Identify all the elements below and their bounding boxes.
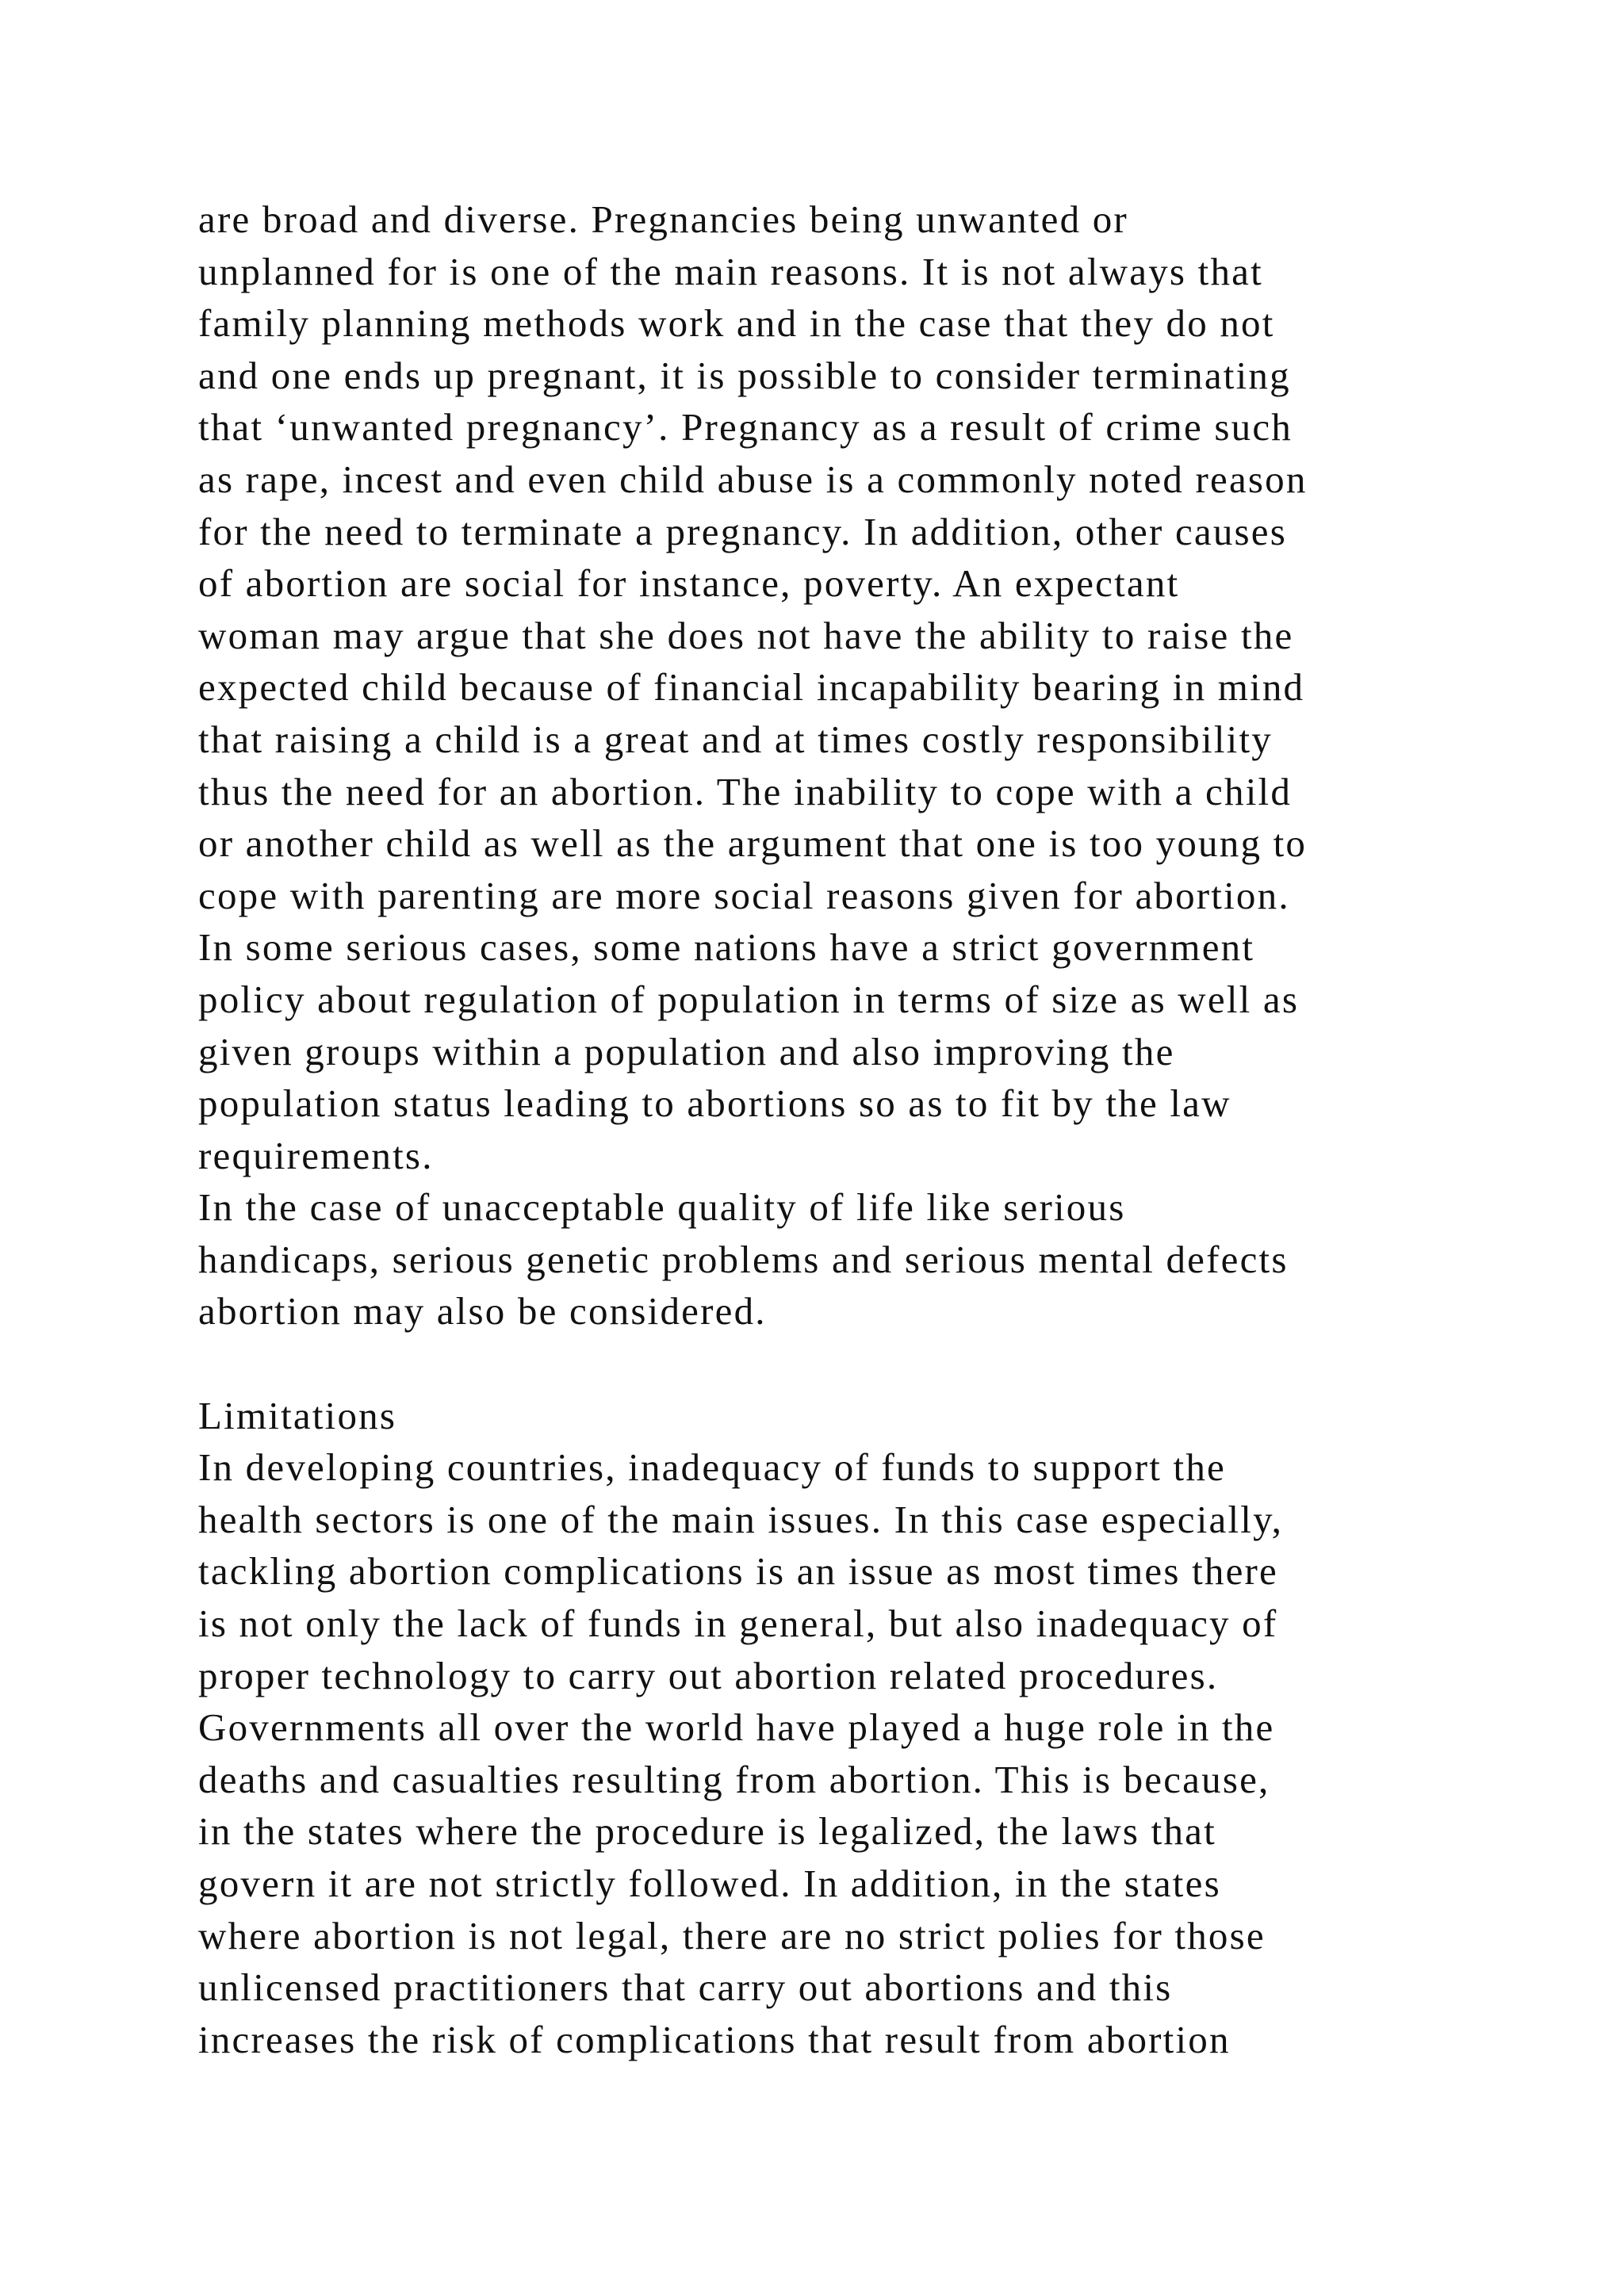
text-line: In the case of unacceptable quality of life like serious xyxy=(198,1185,1126,1230)
text-line: handicaps, serious genetic problems and serious mental defects xyxy=(198,1237,1289,1281)
paragraph-causes xyxy=(198,193,1546,1181)
text-line: In some serious cases, some nations have a strict government xyxy=(198,925,1255,970)
text-line: given groups within a population and also improving the xyxy=(198,1029,1175,1073)
text-line: of abortion are social for instance, poverty. An expectant xyxy=(198,561,1180,606)
text-line: and one ends up pregnant, it is possible to consider terminating xyxy=(198,353,1291,397)
section-heading-limitations: Limitations xyxy=(198,1393,397,1437)
text-line: or another child as well as the argument that one is too young to xyxy=(198,821,1308,866)
text-line: proper technology to carry out abortion related procedures. xyxy=(198,1653,1219,1697)
text-line: policy about regulation of population in terms of size as well as xyxy=(198,977,1300,1021)
text-line: abortion may also be considered. xyxy=(198,1289,767,1334)
text-line: govern it are not strictly followed. In addition, in the states xyxy=(198,1862,1221,1905)
paragraph-quality-of-life xyxy=(198,1181,1546,1337)
paragraph-limitations xyxy=(198,1441,1546,2065)
text-line: thus the need for an abortion. The inability to cope with a child xyxy=(198,769,1293,813)
text-line: that raising a child is a great and at times costly responsibility xyxy=(198,717,1273,761)
text-line: woman may argue that she does not have the ability to raise the xyxy=(198,613,1294,657)
text-line: family planning methods work and in the case that they do not xyxy=(198,301,1275,346)
text-line: Governments all over the world have played a huge role in the xyxy=(198,1705,1275,1750)
text-line: are broad and diverse. Pregnancies being unwanted or xyxy=(198,197,1128,241)
text-line: requirements. xyxy=(198,1133,434,1177)
text-line: that ‘unwanted pregnancy’. Pregnancy as a result of crime such xyxy=(198,405,1293,450)
text-line: in the states where the procedure is legalized, the laws that xyxy=(198,1809,1216,1854)
text-line: In developing countries, inadequacy of funds to support the xyxy=(198,1445,1226,1490)
text-line: as rape, incest and even child abuse is a commonly noted reason xyxy=(198,457,1308,501)
text-line: increases the risk of complications that result from abortion xyxy=(198,2017,1231,2061)
text-line: population status leading to abortions so as to fit by the law xyxy=(198,1081,1231,1126)
text-line: unlicensed practitioners that carry out abortions and this xyxy=(198,1965,1173,2010)
text-line: for the need to terminate a pregnancy. In addition, other causes xyxy=(198,509,1288,553)
text-line: health sectors is one of the main issues. In this case especially, xyxy=(198,1497,1284,1541)
document-body xyxy=(198,193,1546,2065)
text-line: tackling abortion complications is an issue as most times there xyxy=(198,1549,1278,1594)
text-line: is not only the lack of funds in general, but also inadequacy of xyxy=(198,1601,1278,1646)
text-line: expected child because of financial incapability bearing in mind xyxy=(198,665,1305,710)
text-line: deaths and casualties resulting from abortion. This is because, xyxy=(198,1757,1270,1801)
text-line: where abortion is not legal, there are no strict polies for those xyxy=(198,1913,1266,1957)
blank-line xyxy=(198,1337,1546,1390)
text-line: cope with parenting are more social reasons given for abortion. xyxy=(198,873,1290,917)
text-line: unplanned for is one of the main reasons. It is not always that xyxy=(198,249,1263,293)
